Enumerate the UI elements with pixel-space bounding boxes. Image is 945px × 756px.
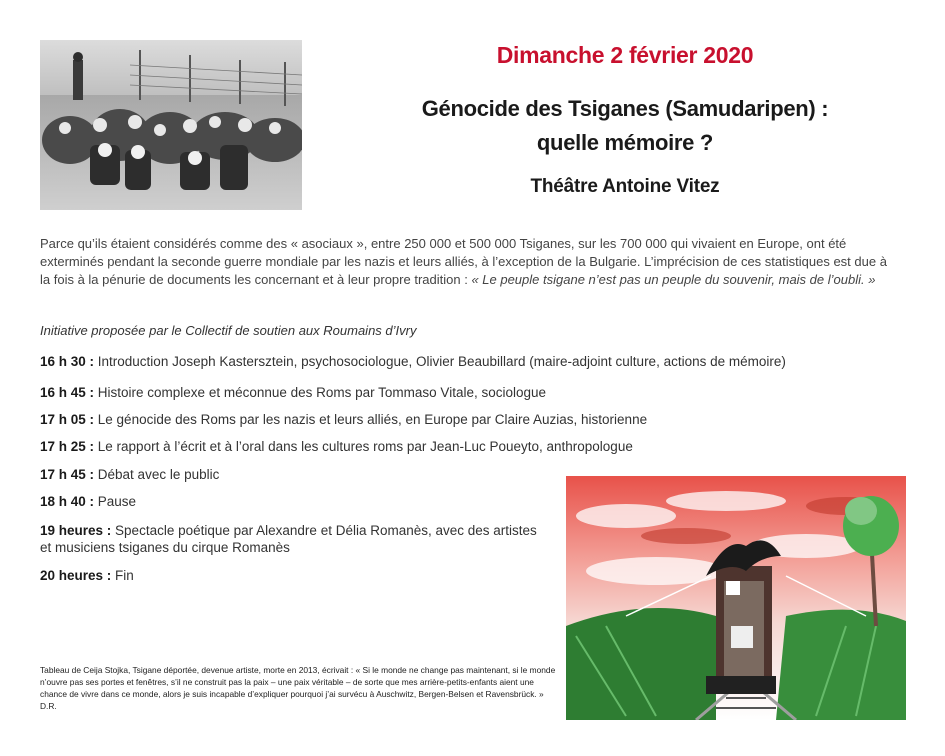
program-text: Introduction Joseph Kastersztein, psychosociologue, Olivier Beaubillard (maire-adjoint culture, actions de mémoire) [97,354,786,369]
program-text: Fin [115,568,134,583]
painting-icon [566,476,906,720]
program-time: 17 h 45 [40,467,86,482]
program-item: 16 h 45 : Histoire complexe et méconnue des Roms par Tommaso Vitale, sociologue [40,385,547,400]
intro-paragraph [40,235,900,289]
intro-text: Parce qu’ils étaient considérés comme des « asociaux », entre 250 000 et 500 000 Tsiganes, sur les 700 000 qui vivaient en Europe, ont été exterminés pendant la seconde guerre mondiale par les nazis et leurs alliés, à l’exception de la Bulgarie. L’imprécision de ces statistiques est due à la fois à la pénurie de documents les concernant et à leur propre tradition : [40,236,887,287]
historical-photo-icon [40,40,302,210]
program-item: 20 heures : Fin [40,568,134,583]
program-text: Histoire complexe et méconnue des Roms par Tommaso Vitale, sociologue [97,385,547,400]
program-text: Le rapport à l’écrit et à l’oral dans les cultures roms par Jean-Luc Poueyto, anthropologue [97,439,633,454]
program-time: 18 h 40 [40,494,86,509]
program-text: Le génocide des Roms par les nazis et leurs alliés, en Europe par Claire Auzias, historienne [97,412,648,427]
program-item: 17 h 05 : Le génocide des Roms par les nazis et leurs alliés, en Europe par Claire Auzias, historienne [40,412,648,427]
event-title [345,92,905,160]
program-time: 17 h 05 [40,412,86,427]
event-date: Dimanche 2 février 2020 [496,42,754,68]
painting-image [566,476,906,720]
program-time: 19 heures [40,523,104,538]
program-time: 16 h 45 [40,385,86,400]
program-text: Débat avec le public [97,467,220,482]
program-time: 16 h 30 [40,354,86,369]
event-title-line1: Génocide des Tsiganes (Samudaripen) : [421,96,829,121]
program-item: 17 h 25 : Le rapport à l’écrit et à l’oral dans les cultures roms par Jean-Luc Poueyto, anthropologue [40,439,633,454]
program-item: 19 heures : Spectacle poétique par Alexandre et Délia Romanès, avec des artistes et musiciens tsiganes du cirque Romanès [40,523,537,555]
program-item: 18 h 40 : Pause [40,494,137,509]
program-time: 20 heures [40,568,104,583]
program-item: 17 h 45 : Débat avec le public [40,467,220,482]
program-text: Spectacle poétique par Alexandre et Délia Romanès, avec des artistes et musiciens tsiganes du cirque Romanès [40,523,537,555]
program-text: Pause [97,494,137,509]
painting-caption: Tableau de Ceija Stojka, Tsigane déportée, devenue artiste, morte en 2013, écrivait : « Si le monde ne change pas maintenant, si le monde n’ouvre pas ses portes et fenêtres, s’il ne construit pas la paix – une paix véritable – de sorte que mes arrière-petits-enfants aient une chance de vivre dans ce monde, alors je suis incapable d’expliquer pourquoi j’ai survécu à Auschwitz, Bergen-Belsen et Ravensbrück. » D.R. [40,665,556,711]
program-time: 17 h 25 [40,439,86,454]
intro-quote: « Le peuple tsigane n’est pas un peuple du souvenir, mais de l’oubli. » [471,272,876,287]
event-venue: Théâtre Antoine Vitez [530,176,720,197]
program-item: 16 h 30 : Introduction Joseph Kastersztein, psychosociologue, Olivier Beaubillard (maire-adjoint culture, actions de mémoire) [40,354,786,369]
initiative-line: Initiative proposée par le Collectif de soutien aux Roumains d’Ivry [40,323,417,338]
historical-photo [40,40,302,210]
event-title-line2: quelle mémoire ? [536,130,714,155]
